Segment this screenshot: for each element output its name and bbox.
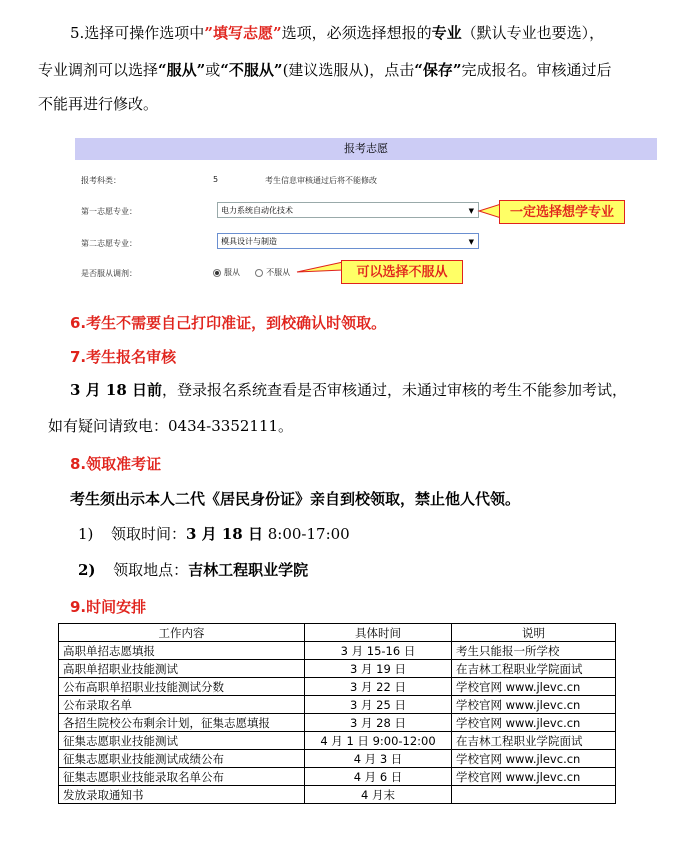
form-title: 报考志愿 <box>75 138 657 160</box>
para5-line3: 不能再进行修改。 <box>38 95 159 113</box>
first-choice-label: 第一志愿专业： <box>81 207 137 216</box>
table-cell: 3 月 19 日 <box>305 660 452 678</box>
text: 5.选择可操作选项中 <box>70 24 205 42</box>
table-row <box>59 714 616 732</box>
table-cell: 4 月 3 日 <box>305 750 452 768</box>
table-cell: 3 月 25 日 <box>305 696 452 714</box>
table-cell: 4 月末 <box>305 786 452 804</box>
pickup-time-item <box>78 523 350 545</box>
table-cell: 3 月 15-16 日 <box>305 642 452 660</box>
para5-line2 <box>38 59 612 81</box>
table-cell: 4 月 1 日 9:00-12:00 <box>305 732 452 750</box>
highlight-text: ”填写志愿” <box>204 24 282 42</box>
table-cell: 高职单招职业技能测试 <box>59 660 305 678</box>
table-row <box>59 696 616 714</box>
table-cell: 3 月 28 日 <box>305 714 452 732</box>
adjust-label: 是否服从调剂： <box>81 269 137 278</box>
table-row <box>59 642 616 660</box>
text: 领取时间： <box>110 525 186 543</box>
first-choice-value: 电力系统自动化技术 <box>221 206 293 215</box>
callout-choose-major: 一定选择想学专业 <box>499 200 625 224</box>
radio-yes-label: 服从 <box>224 268 240 277</box>
text: 领取地点： <box>113 561 189 579</box>
table-cell: 征集志愿职业技能录取名单公布 <box>59 768 305 786</box>
callout-can-refuse: 可以选择不服从 <box>341 260 463 284</box>
table-cell: 发放录取通知书 <box>59 786 305 804</box>
table-row <box>59 660 616 678</box>
table-row <box>59 678 616 696</box>
table-cell: 各招生院校公布剩余计划，征集志愿填报 <box>59 714 305 732</box>
table-cell: 4 月 6 日 <box>305 768 452 786</box>
bold-date: 3 月 18 日前 <box>70 381 162 399</box>
second-choice-label: 第二志愿专业： <box>81 239 137 248</box>
section-7-line1 <box>70 379 627 401</box>
table-cell: 在吉林工程职业学院面试 <box>452 660 616 678</box>
radio-no-label: 不服从 <box>266 268 291 277</box>
table-cell: 公布高职单招职业技能测试分数 <box>59 678 305 696</box>
header-cell: 说明 <box>452 624 616 642</box>
list-number: 1) <box>78 525 94 543</box>
application-form-screenshot <box>75 138 657 293</box>
dropdown-arrow-icon: ▼ <box>468 238 474 246</box>
text: 8:00-17:00 <box>262 525 350 543</box>
bold-text: 专业 <box>431 24 462 42</box>
section-9-heading: 9.时间安排 <box>70 598 147 616</box>
table-row <box>59 732 616 750</box>
pickup-place-item <box>78 559 308 581</box>
section-7-heading: 7.考生报名审核 <box>70 348 177 366</box>
section-7-line2: 如有疑问请致电：0434-3352111。 <box>48 417 294 435</box>
table-cell: 征集志愿职业技能测试 <box>59 732 305 750</box>
bold-text: 吉林工程职业学院 <box>188 561 309 579</box>
text: 完成报名。审核通过后 <box>461 61 612 79</box>
text: 或 <box>205 61 221 79</box>
table-cell: 高职单招志愿填报 <box>59 642 305 660</box>
table-cell: 考生只能报一所学校 <box>452 642 616 660</box>
callout2-pointer <box>297 262 343 272</box>
table-row <box>59 750 616 768</box>
table-cell: 3 月 22 日 <box>305 678 452 696</box>
table-cell: 学校官网 www.jlevc.cn <box>452 678 616 696</box>
bold-text: “服从” <box>158 61 206 79</box>
text: 专业调剂可以选择 <box>38 61 159 79</box>
text: ，登录报名系统查看是否审核通过，未通过审核的考生不能参加考试， <box>161 381 627 399</box>
table-row <box>59 786 616 804</box>
table-cell: 征集志愿职业技能测试成绩公布 <box>59 750 305 768</box>
text: （默认专业也要选）， <box>461 24 605 42</box>
table-cell: 在吉林工程职业学院面试 <box>452 732 616 750</box>
bold-text: “不服从” <box>220 61 283 79</box>
dropdown-arrow-icon: ▼ <box>468 207 474 215</box>
table-cell: 学校官网 www.jlevc.cn <box>452 696 616 714</box>
text: (建议选服从)，点击 <box>282 61 415 79</box>
list-number: 2) <box>78 561 96 579</box>
table-row <box>59 768 616 786</box>
table-cell: 学校官网 www.jlevc.cn <box>452 714 616 732</box>
section-8-heading: 8.领取准考证 <box>70 455 162 473</box>
table-header-row <box>59 624 616 642</box>
header-cell: 工作内容 <box>59 624 305 642</box>
section-8-text: 考生须出示本人二代《居民身份证》亲自到校领取，禁止他人代领。 <box>70 490 521 508</box>
table-cell: 学校官网 www.jlevc.cn <box>452 750 616 768</box>
second-choice-value: 模具设计与制造 <box>221 237 277 246</box>
header-cell: 具体时间 <box>305 624 452 642</box>
bold-text: “保存” <box>414 61 462 79</box>
callout1-pointer <box>479 204 501 218</box>
section-6: 6.考生不需要自己打印准证，到校确认时领取。 <box>70 314 387 332</box>
table-cell: 公布录取名单 <box>59 696 305 714</box>
text: 选项，必须选择想报的 <box>281 24 432 42</box>
category-value: 5 <box>213 175 219 184</box>
category-label: 报考科类： <box>81 176 121 185</box>
category-note: 考生信息审核通过后将不能修改 <box>265 176 377 185</box>
bold-date: 3 月 18 日 <box>185 525 263 543</box>
schedule-table <box>58 623 616 804</box>
para5-line1 <box>70 22 604 44</box>
table-cell: 学校官网 www.jlevc.cn <box>452 768 616 786</box>
table-cell <box>452 786 616 804</box>
